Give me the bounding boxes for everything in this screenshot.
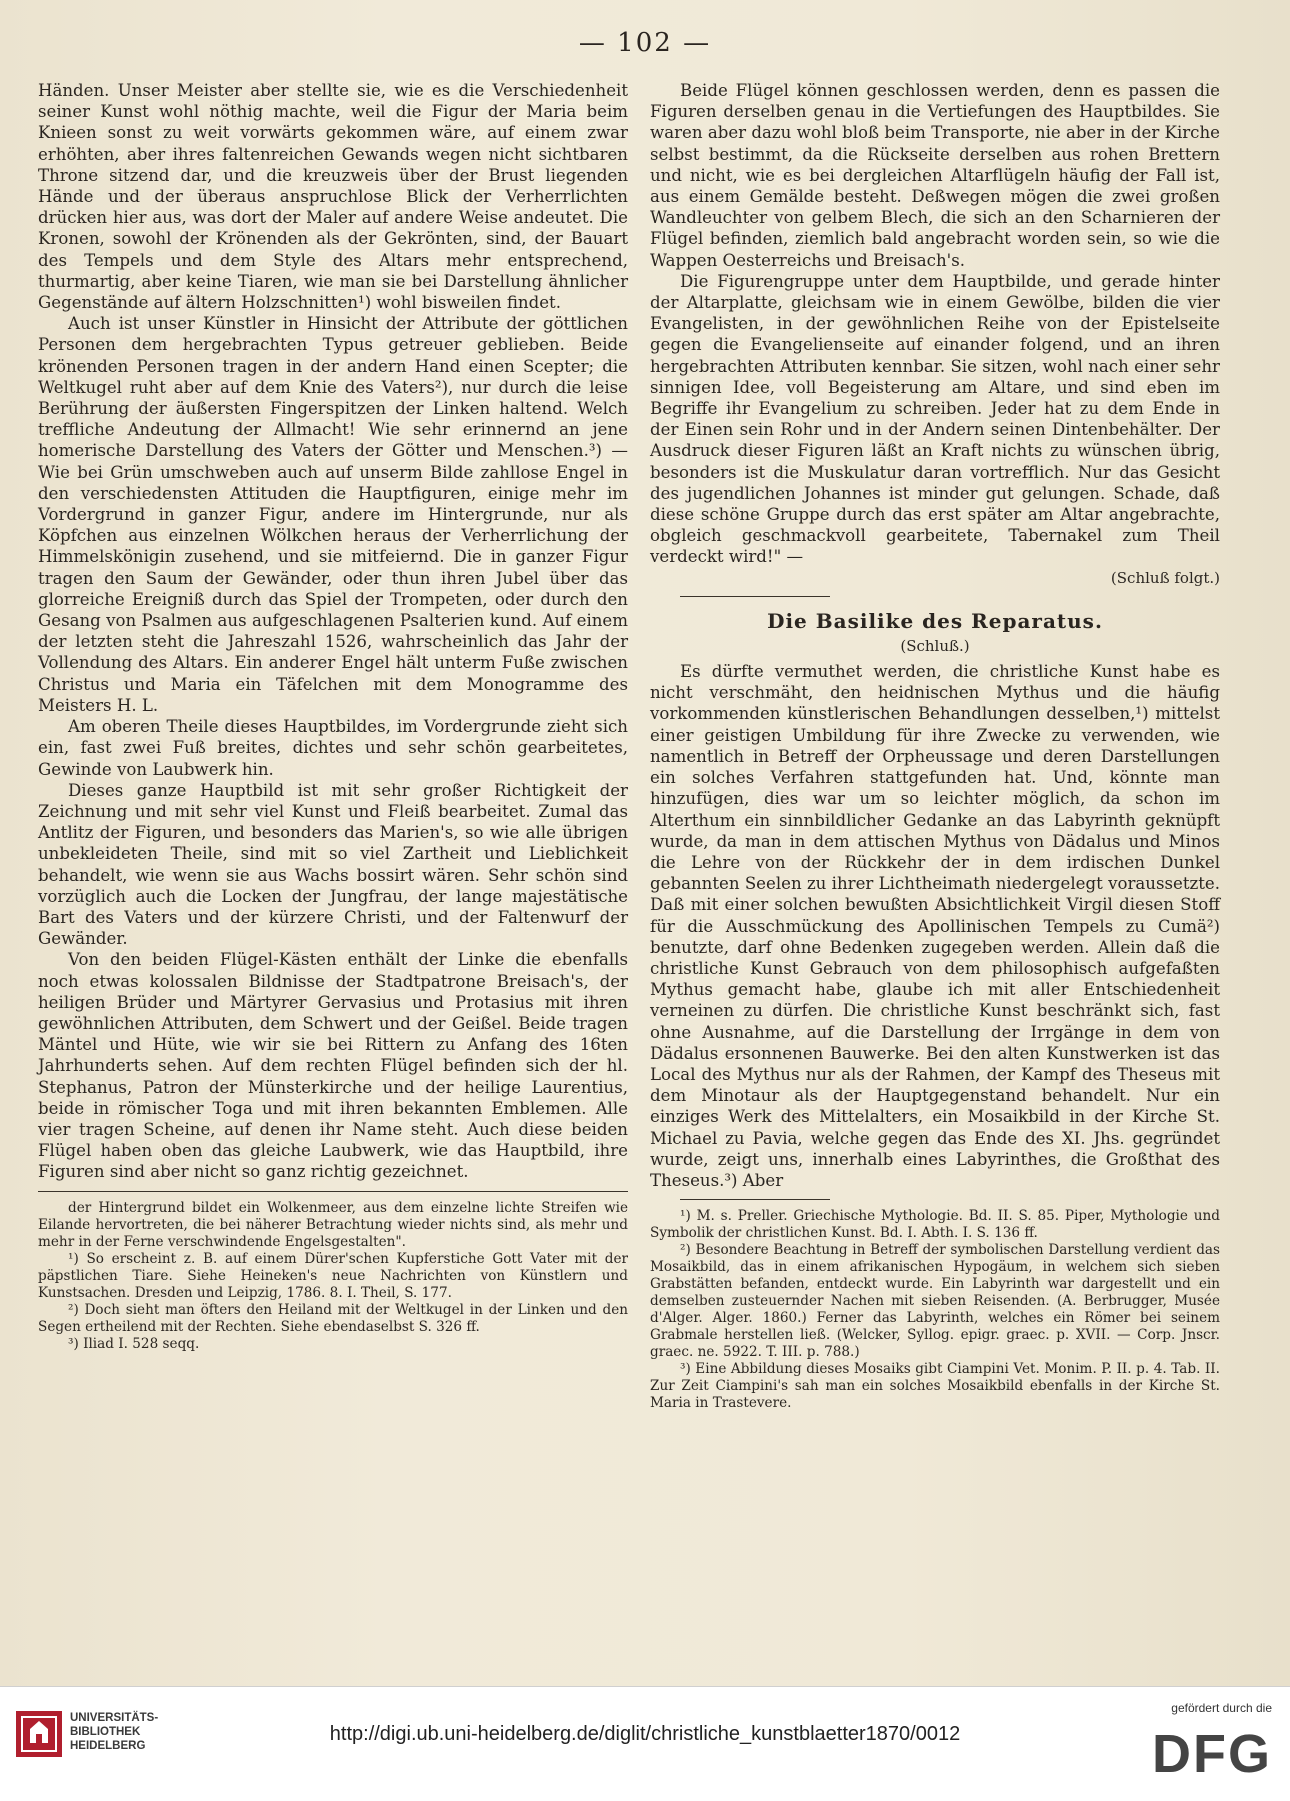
paragraph: Die Figurengruppe unter dem Hauptbilde, und gerade hinter der Altarplatte, gleichsam wie in einem Gewölbe, bilden die vier Evangelisten, in der gewöhnlichen Reihe von der Epistelseite gegen die Evangelienseite auf einander folgend, und an ihren hergebrachten Attributen kennbar. Sie sitzen, wohl nach einer sehr sinnigen Idee, voll Begeisterung am Altare, und sind eben im Begriffe ihr Evangelium zu schreiben. Jeder hat zu dem Ende in der Einen sein Rohr und in der Andern seinen Dintenbehälter. Der Ausdruck dieser Figuren läßt an Kraft nichts zu wünschen übrig, besonders ist die Muskulatur daran vortrefflich. Nur das Gesicht des jugendlichen Johannes ist minder gut gelungen. Schade, daß diese schöne Gruppe durch das erst später am Altar angebrachte, obgleich geschmackvoll gearbeitete, Tabernakel zum Theil verdeckt wird!" — <box>650 271 1220 567</box>
paragraph: Dieses ganze Hauptbild ist mit sehr großer Richtigkeit der Zeichnung und mit sehr viel Kunst und Fleiß bearbeitet. Zumal das Antlitz der Figuren, und besonders das Marien's, so wie alle übrigen unbekleideten Theile, sind mit so viel Zartheit und Lieblichkeit behandelt, wie wenn sie aus Wachs bossirt wären. Sehr schön sind vorzüglich auch die Locken der Jungfrau, der lange majestätische Bart des Vaters und der kürzere Christi, und der Faltenwurf der Gewänder. <box>38 780 628 949</box>
university-line: HEIDELBERG <box>70 1740 146 1752</box>
paragraph: Händen. Unser Meister aber stellte sie, wie es die Verschiedenheit seiner Kunst wohl nöthig machte, weil die Figur der Maria beim Knieen sonst zu weit vorwärts gekommen wäre, auf einem zwar erhöhten, aber ihres faltenreichen Gewands wegen nicht sichtbaren Throne sitzend dar, und die kreuzweis über der Brust liegenden Hände und der überaus anspruchlose Blick der Verherrlichten drücken hier aus, was dort der Maler auf andere Weise andeutet. Die Kronen, sowohl der Krönenden als der Gekrönten, sind, der Bauart des Tempels und dem Style des Altars mehr entsprechend, thurmartig, aber keine Tiaren, wie man sie bei Darstellung ähnlicher Gegenstände auf ältern Holzschnitten¹) wohl bisweilen findet. <box>38 81 628 313</box>
article-title: Die Basilike des Reparatus. <box>767 608 1103 633</box>
paragraph: Beide Flügel können geschlossen werden, denn es passen die Figuren derselben genau in die Vertiefungen des Hauptbildes. Sie waren aber dazu wohl bloß beim Transporte, nie aber in der Kirche selbst bestimmt, da die Rückseite derselben aus rohen Brettern und nicht, wie es bei dergleichen Altarflügeln häufig der Fall ist, aus einem Gemälde besteht. Deßwegen mögen die zwei großen Wandleuchter von gelbem Blech, die sich an den Scharnieren der Flügel befinden, ziemlich bald angebracht worden sein, so wie die Wappen Oesterreichs und Breisach's. <box>650 81 1220 270</box>
footnote: ¹) M. s. Preller. Griechische Mythologie. Bd. II. S. 85. Piper, Mythologie und Symbolik der christlichen Kunst. Bd. I. Abth. I. S. 136 ff. <box>650 1208 1220 1242</box>
left-column <box>38 80 628 1353</box>
dfg-logo: DFG <box>1152 1724 1272 1784</box>
right-column <box>650 80 1220 1412</box>
footnote: der Hintergrund bildet ein Wolkenmeer, aus dem einzelne lichte Streifen wie Eilande hervortreten, die bei näherer Betrachtung wieder nichts sind, als mehr und mehr in der Ferne verschwindende Engelsgestalten". <box>38 1199 628 1250</box>
paragraph: Am oberen Theile dieses Hauptbildes, im Vordergrunde zieht sich ein, fast zwei Fuß breites, dichtes und sehr schön gearbeitetes, Gewinde von Laubwerk hin. <box>38 717 628 779</box>
footer-bar <box>0 1686 1290 1801</box>
footnote: ²) Doch sieht man öfters den Heiland mit der Weltkugel in der Linken und den Segen ertheilend mit der Rechten. Siehe ebendaselbst S. 326 ff. <box>38 1301 628 1335</box>
paragraph: Auch ist unser Künstler in Hinsicht der Attribute der göttlichen Personen dem hergebrachten Typus getreuer geblieben. Beide krönenden Personen tragen in der andern Hand einen Scepter; die Weltkugel ruht aber auf dem Knie des Vaters²), nur durch die leise Berührung der äußersten Fingerspitzen der Linken haltend. Welch treffliche Andeutung der Allmacht! Wie sehr erinnernd an jene homerische Darstellung des Vaters der Götter und Menschen.³) — Wie bei Grün umschweben auch auf unserm Bilde zahllose Engel in den verschiedensten Attituden die Hauptfiguren, einige mehr im Vordergrund in ganzer Figur, andere im Hintergrunde, nur als Köpfchen aus einzelnen Wölkchen heraus der Verherrlichung der Himmelskönigin zusehend, und sie mitfeiernd. Die in ganzer Figur tragen den Saum der Gewänder, oder thun ihren Jubel über das glorreiche Ereigniß durch das Spiel der Trompeten, oder durch den Gesang von Psalmen aus aufgeschlagenen Psalterien kund. Auf einem der letzten steht die Jahreszahl 1526, wahrscheinlich das Jahr der Vollendung des Altars. Ein anderer Engel hält unterm Fuße zwischen Christus und Maria ein Täfelchen mit dem Monogramme des Meisters H. L. <box>38 314 628 715</box>
footnote: ³) Eine Abbildung dieses Mosaiks gibt Ciampini Vet. Monim. P. II. p. 4. Tab. II. Zur Zeit Ciampini's sah man ein solches Mosaikbild ebenfalls in der Kirche St. Maria in Trastevere. <box>650 1361 1220 1412</box>
footnote-divider <box>38 1191 628 1192</box>
funding-note: gefördert durch die <box>1171 1701 1272 1715</box>
section-divider <box>680 596 830 597</box>
article-subtitle: (Schluß.) <box>900 636 970 655</box>
source-url-link[interactable]: http://digi.ub.uni-heidelberg.de/diglit/christliche_kunstblaetter1870/0012 <box>329 1723 961 1745</box>
continued-note: (Schluß folgt.) <box>1110 568 1220 587</box>
paragraph: Von den beiden Flügel-Kästen enthält der Linke die ebenfalls noch etwas kolossalen Bildnisse der Stadtpatrone Breisach's, der heiligen Brüder und Märtyrer Gervasius und Protasius mit ihren gewöhnlichen Attributen, dem Schwert und der Geißel. Beide tragen Mäntel und Hüte, wie wir sie bei Rittern zu Anfang des 16ten Jahrhunderts sehen. Auf dem rechten Flügel befinden sich der hl. Stephanus, Patron der Münsterkirche und der heilige Laurentius, beide in römischer Toga und mit ihren bekannten Emblemen. Alle vier tragen Scheine, auf denen ihr Name steht. Auch diese beiden Flügel haben oben das gleiche Laubwerk, wie das Hauptbild, ihre Figuren sind aber nicht so ganz richtig gezeichnet. <box>38 950 628 1182</box>
paragraph: Es dürfte vermuthet werden, die christliche Kunst habe es nicht verschmäht, den heidnischen Mythus und die häufig vorkommenden künstlerischen Behandlungen desselben,¹) mittelst einer geistigen Umbildung für ihre Zwecke zu verwenden, wie namentlich in Betreff der Orpheussage und deren Darstellungen ein solches Verfahren stattgefunden hat. Und, könnte man hinzufügen, dies war um so leichter möglich, da schon im Alterthum ein sinnbildlicher Gedanke an das Labyrinth geknüpft wurde, da man in dem attischen Mythus von Dädalus und Minos die Lehre von der Rückkehr der in dem irdischen Dunkel gebannten Seelen zu ihrer Lichtheimath niedergelegt voraussetzte. Daß mit einer solchen bewußten Absichtlichkeit Virgil diesen Stoff für die Ausschmückung des Apollinischen Tempels zu Cumä²) benutzte, darf ohne Bedenken zugegeben werden. Allein daß die christliche Kunst Gebrauch von dem philosophisch aufgefaßten Mythus gemacht habe, glaube ich mit aller Entschiedenheit verneinen zu dürfen. Die christliche Kunst beschränkt sich, fast ohne Ausnahme, auf die Darstellung der Irrgänge in dem von Dädalus ersonnenen Bauwerke. Bei den alten Kunstwerken ist das Local des Mythus nur als der Rahmen, der Kampf des Theseus mit dem Minotaur als der Hauptgegenstand behandelt. Nur ein einziges Werk des Mittelalters, ein Mosaikbild in der Kirche St. Michael zu Pavia, welche gegen das Ende des XI. Jhs. gegründet wurde, zeigt uns, innerhalb eines Labyrinthes, die Großthat des Theseus.³) Aber <box>650 662 1220 1190</box>
footnote: ²) Besondere Beachtung in Betreff der symbolischen Darstellung verdient das Mosaikbild, das in einem afrikanischen Hypogäum, in welchem sich sieben Grabstätten befanden, entdeckt wurde. Ein Labyrinth war dargestellt und ein demselben zusteuernder Nachen mit sieben Reisenden. (A. Berbrugger, Musée d'Alger. Alger. 1860.) Ferner das Labyrinth, welches ein Römer bei seinem Grabmale herstellen ließ. (Welcker, Syllog. epigr. graec. p. XVII. — Corp. Jnscr. graec. ne. 5922. T. III. p. 788.) <box>650 1242 1220 1361</box>
footnote-divider <box>680 1199 830 1200</box>
university-line: BIBLIOTHEK <box>70 1726 141 1738</box>
page-number: — 102 — <box>578 28 712 58</box>
footnote: ³) Iliad I. 528 seqq. <box>68 1335 200 1352</box>
university-line: UNIVERSITÄTS- <box>70 1712 159 1724</box>
footnote: ¹) So erscheint z. B. auf einem Dürer'schen Kupferstiche Gott Vater mit der päpstlichen Tiare. Siehe Heineken's neue Nachrichten von Künstlern und Kunstsachen. Dresden und Leipzig, 1786. 8. I. Theil, S. 177. <box>38 1250 628 1301</box>
